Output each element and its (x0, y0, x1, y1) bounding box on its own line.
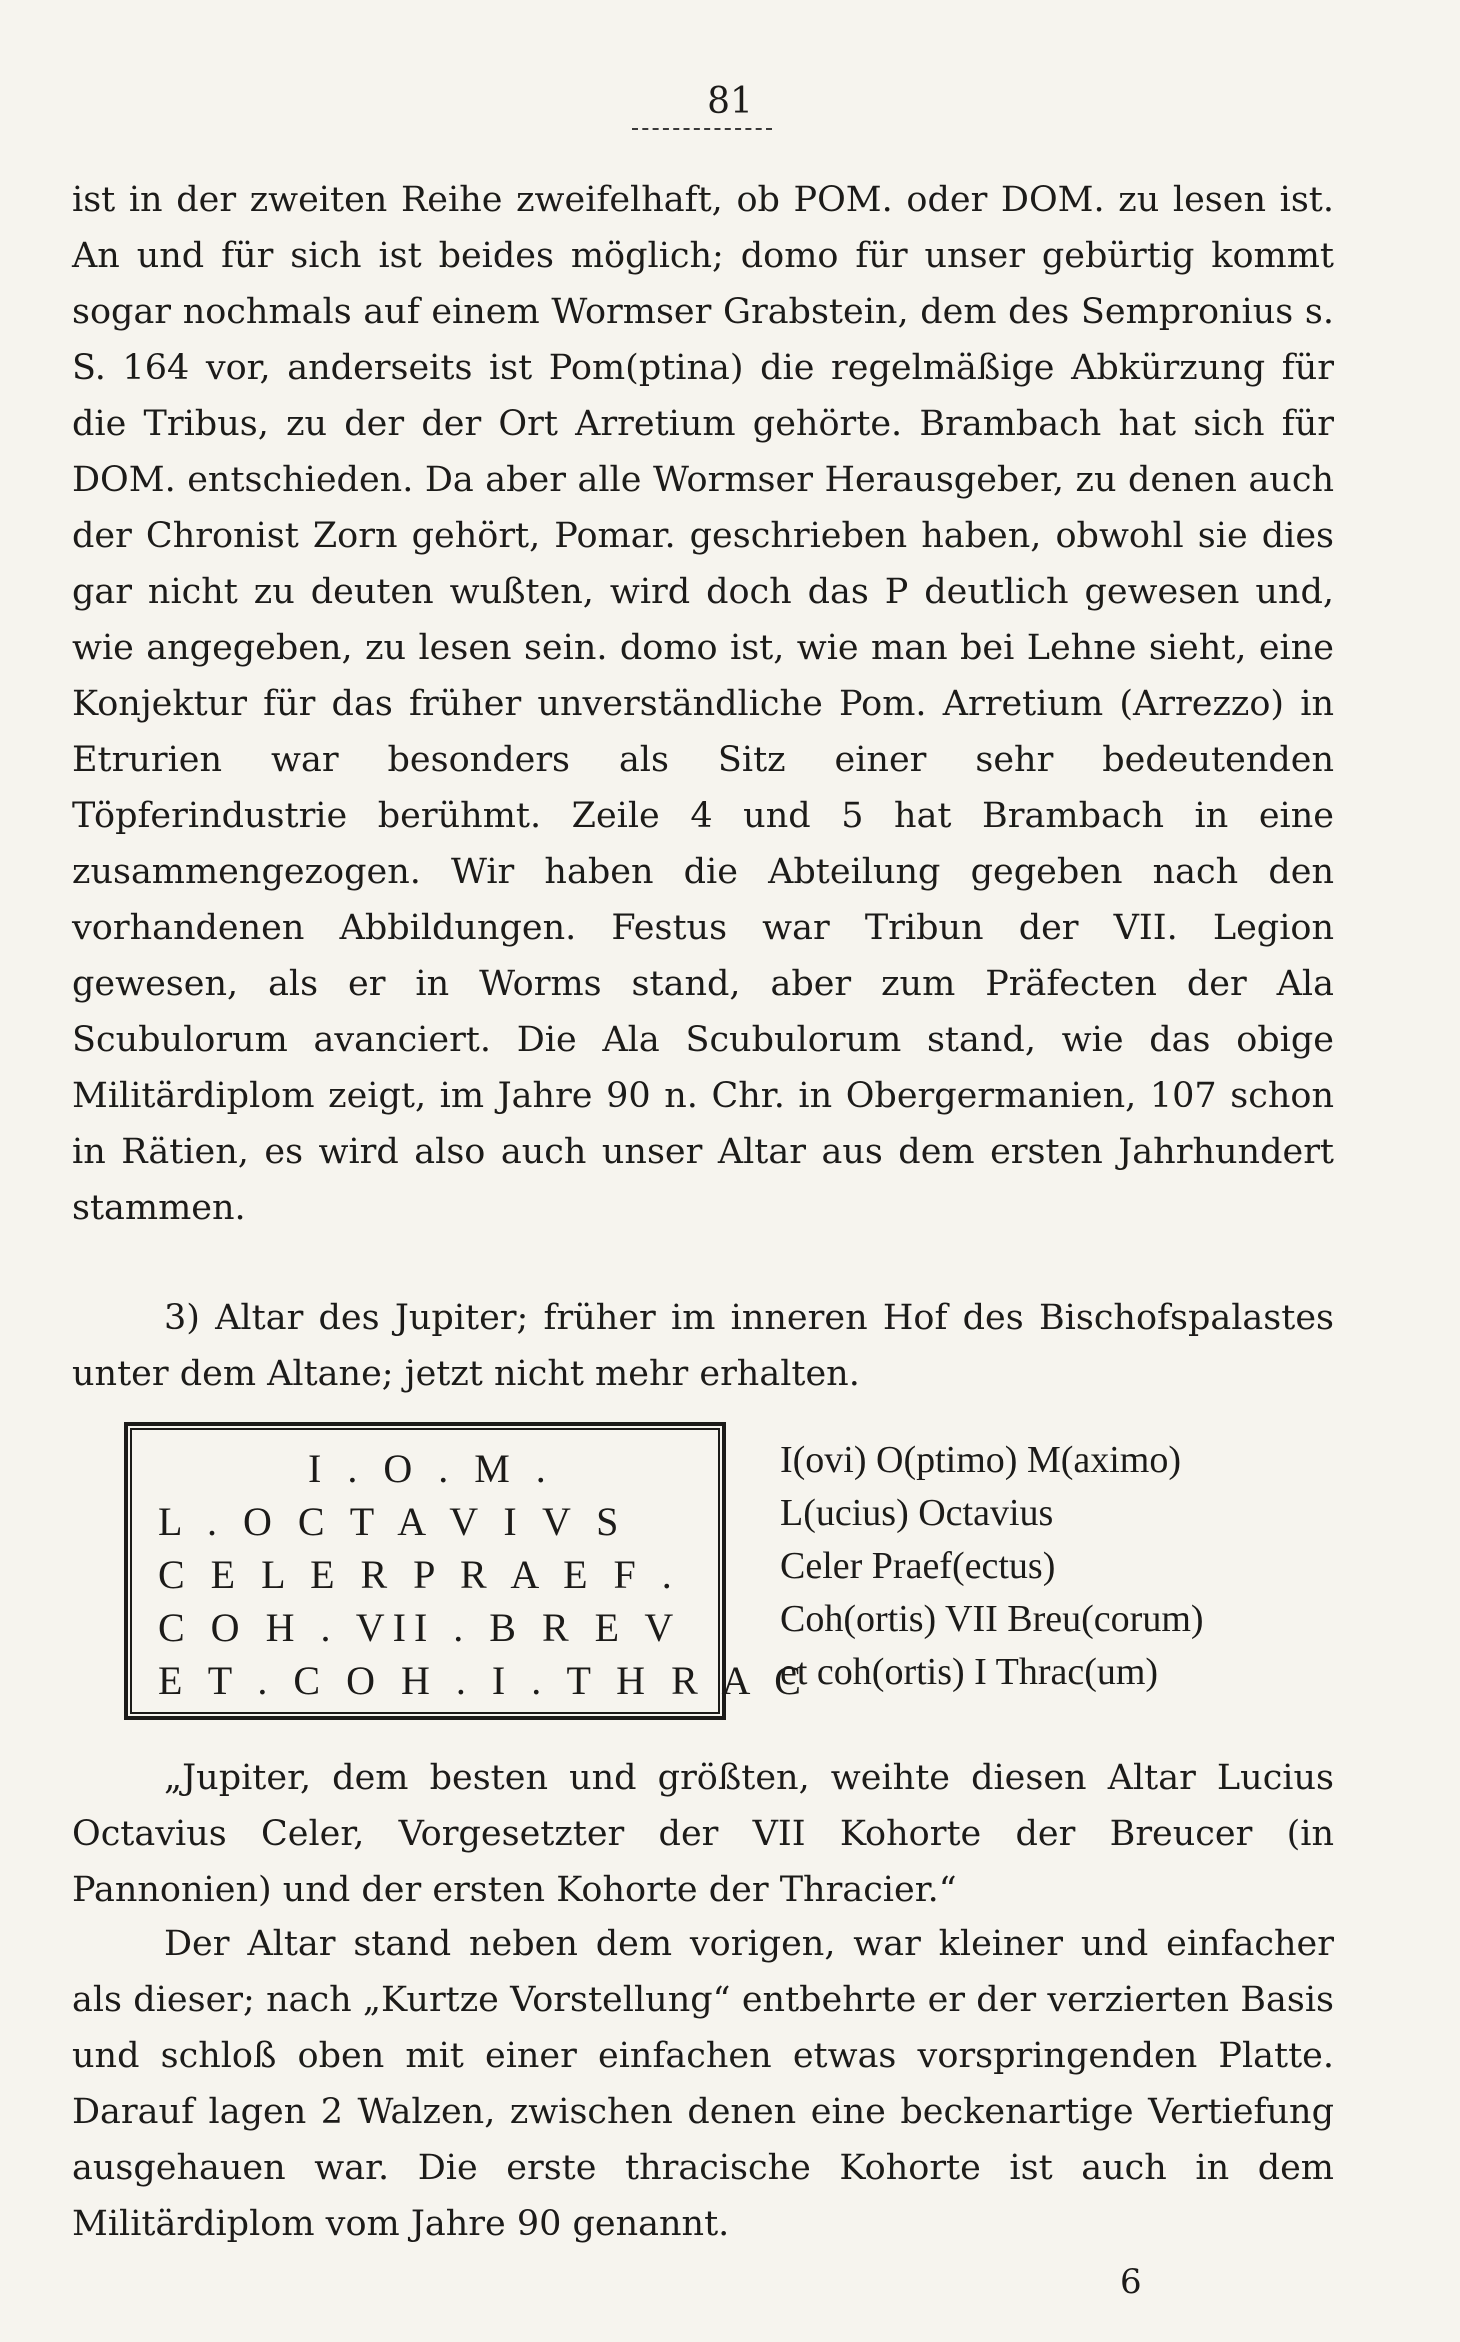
inscription-line: C O H . VII . B R E V (158, 1605, 682, 1650)
body-paragraph-1 (72, 172, 1334, 1236)
paragraph-text: 3) Altar des Jupiter; früher im inneren Hof des Bischofspalastes unter dem Altane; jetzt nicht mehr erhalten. (72, 1298, 1334, 1394)
translation-quote (72, 1750, 1334, 1918)
transcription-line: I(ovi) O(ptimo) M(aximo) (780, 1439, 1182, 1481)
transcription-line: Coh(ortis) VII Breu(corum) (780, 1598, 1204, 1640)
page-number: 81 (707, 81, 753, 122)
transcription-line: et coh(ortis) I Thrac(um) (780, 1651, 1159, 1693)
body-paragraph-2 (72, 1290, 1334, 1402)
paragraph-text: Der Altar stand neben dem vorigen, war kleiner und einfacher als dieser; nach „Kurtze Vorstellung“ entbehrte er der verzierten Basis und schloß oben mit einer einfachen etwas vorspringenden Platte. Darauf lagen 2 Walzen, zwischen denen eine beckenartige Vertiefung ausgehauen war. Die erste thracische Kohorte ist auch in dem Militärdiplom vom Jahre 90 genannt. (72, 1924, 1334, 2244)
inscription-line: E T . C O H . I . T H R A C (158, 1658, 809, 1703)
inscription-lines (158, 1442, 809, 1707)
inscription-box (124, 1422, 809, 1720)
inscription-line: I . O . M . (308, 1446, 554, 1491)
page-number-ornament (632, 128, 772, 130)
sheet-signature: 6 (1120, 2262, 1142, 2302)
transcription-line: Celer Praef(ectus) (780, 1545, 1056, 1587)
paragraph-text: „Jupiter, dem besten und größten, weihte diesen Altar Lucius Octavius Celer, Vorgesetzter der VII Kohorte der Breucer (in Pannonien) und der ersten Kohorte der Thracier.“ (72, 1758, 1334, 1910)
inscription-transcription (780, 1434, 1340, 1699)
paragraph-text: ist in der zweiten Reihe zweifelhaft, ob POM. oder DOM. zu lesen ist. An und für sich ist beides möglich; domo für unser gebürtig kommt sogar nochmals auf einem Wormser Grabstein, dem des Sempronius s. S. 164 vor, anderseits ist Pom(ptina) die regelmäßige Abkürzung für die Tribus, zu der der Ort Arretium gehörte. Brambach hat sich für DOM. entschieden. Da aber alle Wormser Herausgeber, zu denen auch der Chronist Zorn gehört, Pomar. geschrieben haben, obwohl sie dies gar nicht zu deuten wußten, wird doch das P deutlich gewesen und, wie angegeben, zu lesen sein. domo ist, wie man bei Lehne sieht, eine Konjektur für das früher unverständliche Pom. Arretium (Arrezzo) in Etrurien war besonders als Sitz einer sehr bedeutenden Töpferindustrie berühmt. Zeile 4 und 5 hat Brambach in eine zusammengezogen. Wir haben die Abteilung gegeben nach den vorhandenen Abbildungen. Festus war Tribun der VII. Legion gewesen, als er in Worms stand, aber zum Präfecten der Ala Scubulorum avanciert. Die Ala Scubulorum stand, wie das obige Militärdiplom zeigt, im Jahre 90 n. Chr. in Obergermanien, 107 schon in Rätien, es wird also auch unser Altar aus dem ersten Jahrhundert stammen. (72, 180, 1334, 1228)
inscription-line: L . O C T A V I V S (158, 1499, 627, 1544)
transcription-line: L(ucius) Octavius (780, 1492, 1054, 1534)
inscription-line: C E L E R P R A E F . (158, 1552, 680, 1597)
body-paragraph-3 (72, 1916, 1334, 2252)
